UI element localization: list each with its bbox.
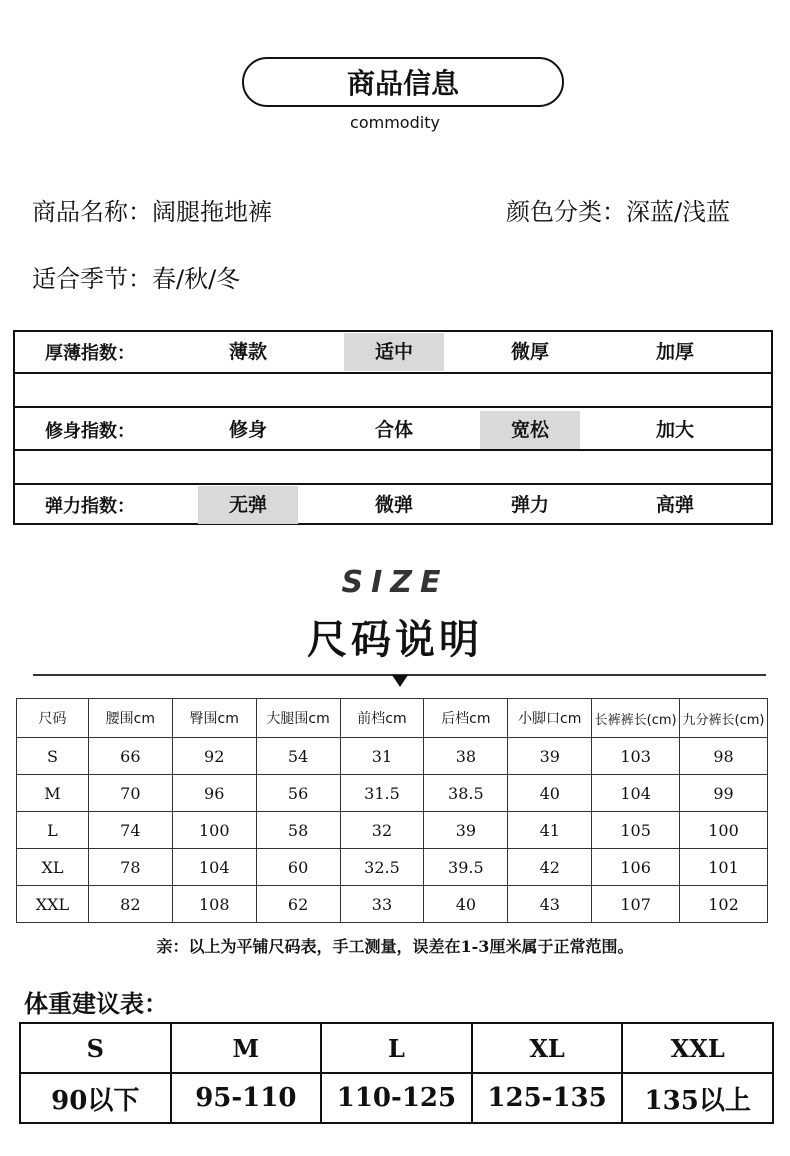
table-cell: 100: [680, 812, 768, 849]
table-cell: 96: [172, 775, 256, 812]
table-cell: 42: [508, 849, 592, 886]
table-cell: 100: [172, 812, 256, 849]
index-row-thickness: [15, 332, 771, 372]
index-row-fit: [15, 410, 771, 450]
index-option-selected: 宽松: [480, 411, 580, 449]
weight-title: 体重建议表：: [24, 990, 168, 1018]
table-cell: 82: [88, 886, 172, 923]
product-season: 适合季节：春/秋/冬: [32, 265, 241, 293]
header-cell: 长裤裤长(cm): [592, 699, 680, 738]
weight-size-cell: L: [321, 1023, 472, 1073]
weight-table: [19, 1022, 774, 1124]
table-cell: 62: [256, 886, 340, 923]
index-label: 弹力指数：: [45, 496, 135, 517]
table-row: [17, 738, 768, 775]
product-color: 颜色分类：深蓝/浅蓝: [506, 198, 731, 226]
indices-table: [13, 330, 773, 525]
table-cell: 101: [680, 849, 768, 886]
table-cell: 66: [88, 738, 172, 775]
table-cell: 78: [88, 849, 172, 886]
table-cell: 104: [172, 849, 256, 886]
table-cell: 39.5: [424, 849, 508, 886]
index-option: 加厚: [655, 341, 694, 363]
table-cell: 31.5: [340, 775, 424, 812]
table-cell: M: [17, 775, 89, 812]
table-cell: 92: [172, 738, 256, 775]
table-header-row: [17, 699, 768, 738]
index-option: 薄款: [228, 341, 267, 363]
header-cell: 腰围cm: [88, 699, 172, 738]
table-row: [17, 849, 768, 886]
weight-range-cell: 110-125: [321, 1073, 472, 1123]
header-cell: 大腿围cm: [256, 699, 340, 738]
table-cell: S: [17, 738, 89, 775]
table-cell: 58: [256, 812, 340, 849]
weight-size-cell: S: [20, 1023, 171, 1073]
header-cell: 臀围cm: [172, 699, 256, 738]
table-cell: 39: [508, 738, 592, 775]
weight-range-cell: 135以上: [622, 1073, 773, 1123]
table-cell: 98: [680, 738, 768, 775]
weight-size-cell: M: [171, 1023, 322, 1073]
table-row: [17, 812, 768, 849]
product-name: 商品名称：阔腿拖地裤: [32, 198, 272, 226]
size-note: 亲：以上为平铺尺码表，手工测量，误差在1-3厘米属于正常范围。: [156, 937, 634, 956]
table-cell: 104: [592, 775, 680, 812]
table-cell: 54: [256, 738, 340, 775]
size-heading-cn: 尺码说明: [307, 617, 483, 663]
table-cell: 74: [88, 812, 172, 849]
table-cell: 108: [172, 886, 256, 923]
table-cell: L: [17, 812, 89, 849]
table-cell: 106: [592, 849, 680, 886]
header-cell: 后档cm: [424, 699, 508, 738]
index-option: 微弹: [374, 494, 413, 516]
table-cell: 31: [340, 738, 424, 775]
table-cell: 56: [256, 775, 340, 812]
weight-size-row: [20, 1023, 773, 1073]
table-cell: 39: [424, 812, 508, 849]
row-separator: [15, 449, 771, 485]
table-cell: 70: [88, 775, 172, 812]
weight-size-cell: XXL: [622, 1023, 773, 1073]
index-option: 修身: [228, 419, 267, 441]
table-cell: 60: [256, 849, 340, 886]
weight-range-row: [20, 1073, 773, 1123]
table-cell: 43: [508, 886, 592, 923]
index-row-elasticity: [15, 485, 771, 525]
table-cell: 105: [592, 812, 680, 849]
table-cell: 40: [424, 886, 508, 923]
table-cell: XL: [17, 849, 89, 886]
size-table: [16, 698, 768, 923]
table-cell: 38: [424, 738, 508, 775]
header-cell: 尺码: [17, 699, 89, 738]
weight-range-cell: 90以下: [20, 1073, 171, 1123]
section-subtitle: commodity: [350, 113, 440, 132]
row-separator: [15, 372, 771, 408]
header-cell: 九分裤长(cm): [680, 699, 768, 738]
index-label: 厚薄指数：: [45, 343, 135, 364]
table-cell: 102: [680, 886, 768, 923]
table-cell: XXL: [17, 886, 89, 923]
index-option: 弹力: [510, 494, 549, 516]
weight-size-cell: XL: [472, 1023, 623, 1073]
section-title-pill: [242, 57, 564, 107]
index-option: 高弹: [655, 494, 694, 516]
weight-range-cell: 125-135: [472, 1073, 623, 1123]
table-cell: 41: [508, 812, 592, 849]
index-option-selected: 适中: [344, 333, 444, 371]
header-cell: 小脚口cm: [508, 699, 592, 738]
table-cell: 103: [592, 738, 680, 775]
table-cell: 32: [340, 812, 424, 849]
index-option: 合体: [374, 419, 413, 441]
header-cell: 前档cm: [340, 699, 424, 738]
index-option-selected: 无弹: [198, 486, 298, 524]
index-option: 微厚: [510, 341, 549, 363]
table-row: [17, 886, 768, 923]
triangle-down-icon: [392, 675, 408, 687]
table-cell: 33: [340, 886, 424, 923]
size-heading-en: SIZE: [341, 565, 449, 600]
table-cell: 40: [508, 775, 592, 812]
section-title: 商品信息: [346, 67, 459, 100]
table-row: [17, 775, 768, 812]
table-cell: 99: [680, 775, 768, 812]
table-cell: 38.5: [424, 775, 508, 812]
index-option: 加大: [655, 419, 694, 441]
table-cell: 32.5: [340, 849, 424, 886]
index-label: 修身指数：: [45, 421, 135, 442]
weight-range-cell: 95-110: [171, 1073, 322, 1123]
table-cell: 107: [592, 886, 680, 923]
